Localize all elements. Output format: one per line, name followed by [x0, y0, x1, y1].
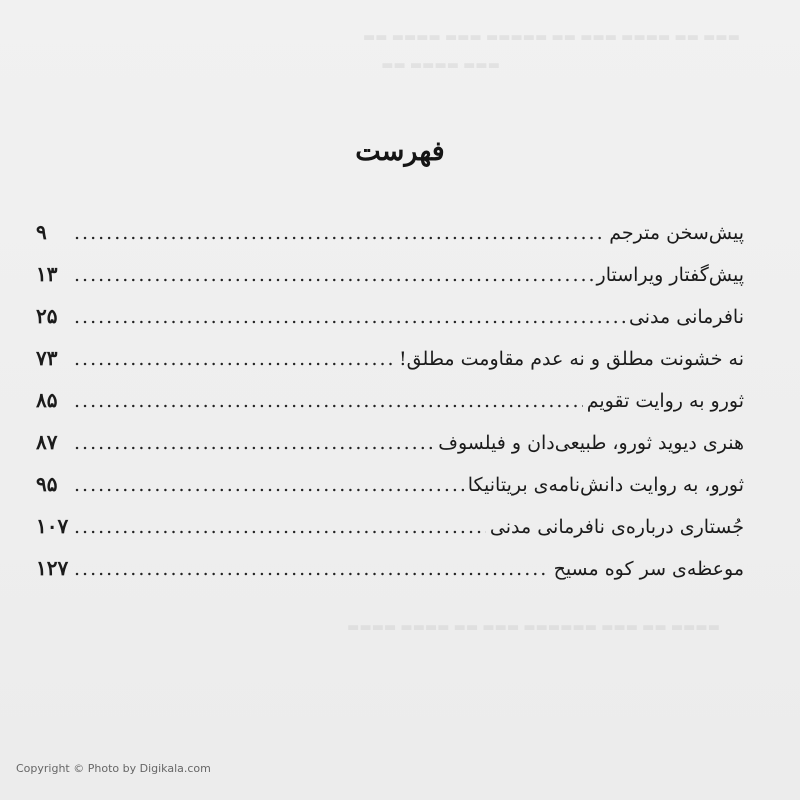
- toc-entry: [36, 220, 744, 262]
- toc-entry-page: ۱۲۷: [36, 556, 69, 580]
- toc-entry: [36, 514, 744, 556]
- toc-entry-page: ۹: [36, 220, 47, 244]
- show-through-text: ▬▬▬ ▬▬▬▬ ▬▬: [381, 58, 500, 73]
- dot-leader: [74, 348, 395, 370]
- toc-entry-title: نافرمانی مدنی: [628, 306, 744, 328]
- copyright-notice: Copyright © Photo by Digikala.com: [16, 762, 211, 775]
- toc-entry-page: ۹۵: [36, 472, 58, 496]
- show-through-text: ▬▬▬▬ ▬▬ ▬▬▬ ▬▬▬▬▬▬ ▬▬▬ ▬▬ ▬▬▬▬ ▬▬▬▬: [347, 620, 720, 635]
- page-title: فهرست: [355, 136, 445, 167]
- toc-entry: [36, 262, 744, 304]
- toc-entry: [36, 304, 744, 346]
- dot-leader: [74, 474, 464, 496]
- toc-entry: [36, 556, 744, 598]
- dot-leader: [74, 390, 583, 412]
- show-through-text: ▬▬▬ ▬▬ ▬▬▬▬ ▬▬▬ ▬▬ ▬▬▬▬▬ ▬▬▬ ▬▬▬▬ ▬▬: [363, 30, 740, 45]
- toc-entry-page: ۷۳: [36, 346, 58, 370]
- toc-entry-title: جُستاری درباره‌ی نافرمانی مدنی: [489, 516, 744, 538]
- dot-leader: [74, 264, 593, 286]
- dot-leader: [74, 558, 550, 580]
- toc-entry: [36, 430, 744, 472]
- dot-leader: [74, 516, 486, 538]
- toc-entry-page: ۸۵: [36, 388, 58, 412]
- toc-entry-title: هنری دیوید ثورو، طبیعی‌دان و فیلسوف: [438, 432, 744, 454]
- toc-entry-title: ثورو به روایت تقویم: [586, 390, 744, 412]
- toc-entry-page: ۲۵: [36, 304, 58, 328]
- toc-entry-page: ۱۳: [36, 262, 58, 286]
- toc-entry-title: نه خشونت مطلق و نه عدم مقاومت مطلق!: [399, 348, 744, 370]
- dot-leader: [74, 306, 625, 328]
- toc-entry: [36, 472, 744, 514]
- dot-leader: [74, 432, 434, 454]
- toc-entry-title: پیش‌سخن مترجم: [609, 222, 744, 244]
- toc-entry-title: پیش‌گفتار ویراستار: [596, 264, 744, 286]
- toc-entry-title: موعظه‌ی سر کوه مسیح: [553, 558, 744, 580]
- toc-entry: [36, 346, 744, 388]
- table-of-contents: [36, 220, 744, 598]
- toc-entry-page: ۸۷: [36, 430, 58, 454]
- toc-entry-page: ۱۰۷: [36, 514, 69, 538]
- toc-entry-title: ثورو، به روایت دانش‌نامه‌ی بریتانیکا: [467, 474, 744, 496]
- dot-leader: [74, 222, 605, 244]
- toc-entry: [36, 388, 744, 430]
